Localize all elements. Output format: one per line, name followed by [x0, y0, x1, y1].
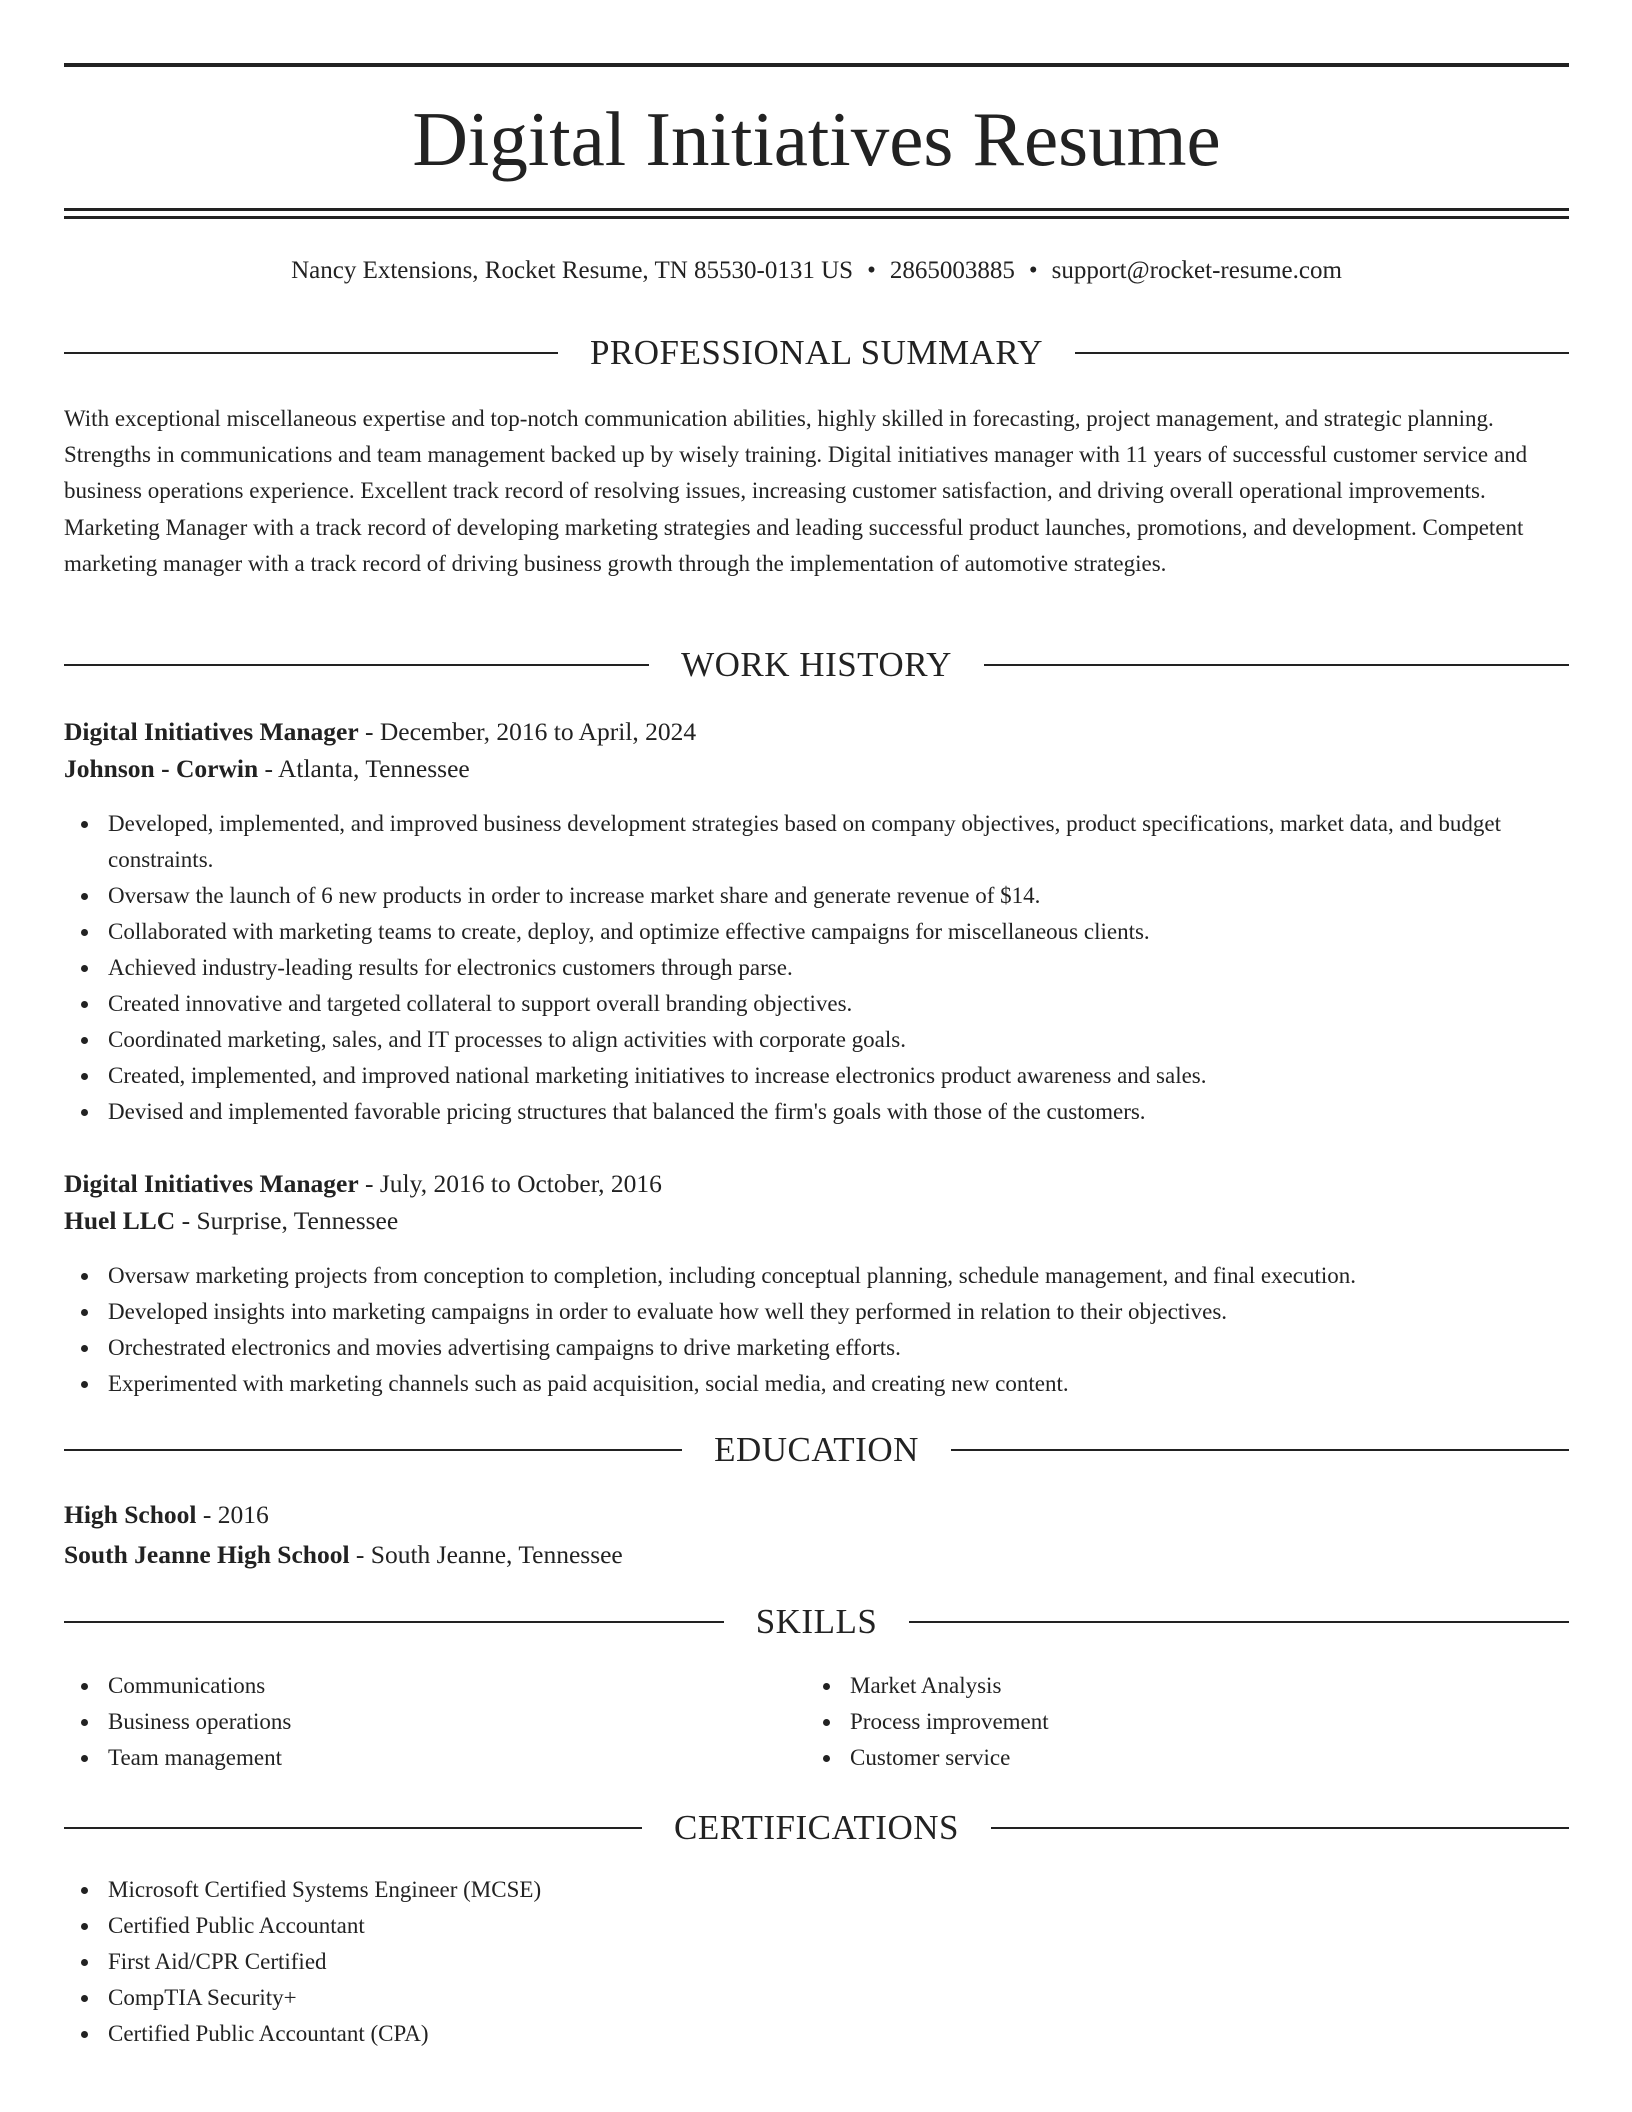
- list-item: Created, implemented, and improved national marketing initiatives to increase electronics product awareness and sales.: [64, 1058, 1569, 1094]
- list-item: Collaborated with marketing teams to create, deploy, and optimize effective campaigns for miscellaneous clients.: [64, 914, 1569, 950]
- certification-item: First Aid/CPR Certified: [64, 1944, 1569, 1980]
- list-item: Experimented with marketing channels such as paid acquisition, social media, and creating new content.: [64, 1366, 1569, 1402]
- certification-item: CompTIA Security+: [64, 1980, 1569, 2016]
- skill-item: Customer service: [806, 1740, 1506, 1776]
- contact-separator: •: [1028, 257, 1038, 284]
- certification-item: Certified Public Accountant: [64, 1908, 1569, 1944]
- job-title: Digital Initiatives Manager: [64, 717, 359, 746]
- title-rule-upper: [64, 208, 1569, 211]
- job-dates: - December, 2016 to April, 2024: [358, 717, 697, 746]
- list-item: Oversaw marketing projects from conception to completion, including conceptual planning, schedule management, and final execution.: [64, 1258, 1569, 1294]
- heading-rule: [991, 1827, 1569, 1829]
- contact-separator: •: [867, 257, 876, 284]
- job-location: - Surprise, Tennessee: [175, 1206, 399, 1235]
- certification-item: Certified Public Accountant (CPA): [64, 2016, 1569, 2052]
- skill-item: Business operations: [64, 1704, 764, 1740]
- heading-rule: [951, 1449, 1569, 1451]
- job-company-line: [64, 1203, 398, 1239]
- heading-rule: [64, 664, 649, 666]
- education-degree-line: [64, 1497, 269, 1533]
- job-location: - Atlanta, Tennessee: [258, 754, 470, 783]
- section-heading-work-history: [64, 643, 1569, 687]
- job-title-line: [64, 1166, 662, 1202]
- heading-rule: [64, 1449, 682, 1451]
- list-item: Oversaw the launch of 6 new products in order to increase market share and generate revenue of $14.: [64, 878, 1569, 914]
- education-school: South Jeanne High School: [64, 1540, 350, 1569]
- section-heading-certifications: [64, 1806, 1569, 1850]
- summary-text: With exceptional miscellaneous expertise and top-notch communication abilities, highly skilled in forecasting, project management, and strategic planning. Strengths in communications and team management backed up by wisely training. Digital initiatives manager with 11 years of successful customer service and business operations experience. Excellent track record of resolving issues, increasing customer satisfaction, and driving overall operational improvements. Marketing Manager with a track record of developing marketing strategies and leading successful product launches, promotions, and development. Competent marketing manager with a track record of driving business growth through the implementation of automotive strategies.: [64, 406, 1528, 576]
- job-dates: - July, 2016 to October, 2016: [358, 1169, 662, 1198]
- heading-rule: [64, 1621, 724, 1623]
- skills-list-right: [806, 1668, 1506, 1776]
- skill-item: Communications: [64, 1668, 764, 1704]
- list-item: Coordinated marketing, sales, and IT processes to align activities with corporate goals.: [64, 1022, 1569, 1058]
- job-company-line: [64, 751, 470, 787]
- section-title: PROFESSIONAL SUMMARY: [589, 333, 1044, 372]
- skill-item: Process improvement: [806, 1704, 1506, 1740]
- heading-rule: [909, 1621, 1569, 1623]
- list-item: Achieved industry-leading results for electronics customers through parse.: [64, 950, 1569, 986]
- section-title: CERTIFICATIONS: [674, 1808, 959, 1847]
- list-item: Devised and implemented favorable pricing structures that balanced the firm's goals with those of the customers.: [64, 1094, 1569, 1130]
- section-title: EDUCATION: [714, 1430, 919, 1469]
- section-heading-education: [64, 1428, 1569, 1472]
- title-rule-lower: [64, 216, 1569, 219]
- heading-rule: [64, 1827, 642, 1829]
- job-bullets: [64, 1258, 1569, 1402]
- skills-list-left: [64, 1668, 764, 1776]
- skill-item: Team management: [64, 1740, 764, 1776]
- heading-rule: [984, 664, 1569, 666]
- list-item: Created innovative and targeted collateral to support overall branding objectives.: [64, 986, 1569, 1022]
- job-title: Digital Initiatives Manager: [64, 1169, 359, 1198]
- contact-email: support@rocket-resume.com: [1051, 257, 1342, 284]
- heading-rule: [1075, 352, 1569, 354]
- heading-rule: [64, 352, 558, 354]
- education-degree: High School: [64, 1500, 197, 1529]
- job-company: Huel LLC: [64, 1206, 176, 1235]
- certifications-list: [64, 1872, 1569, 2052]
- list-item: Developed insights into marketing campaigns in order to evaluate how well they performed in relation to their objectives.: [64, 1294, 1569, 1330]
- education-location: - South Jeanne, Tennessee: [349, 1540, 623, 1569]
- education-year: - 2016: [196, 1500, 269, 1529]
- list-item: Orchestrated electronics and movies advertising campaigns to drive marketing efforts.: [64, 1330, 1569, 1366]
- certification-item: Microsoft Certified Systems Engineer (MCSE): [64, 1872, 1569, 1908]
- top-rule: [64, 63, 1569, 67]
- section-heading-summary: [64, 331, 1569, 375]
- job-title-line: [64, 714, 696, 750]
- job-company: Johnson - Corwin: [64, 754, 259, 783]
- contact-phone: 2865003885: [889, 257, 1015, 284]
- section-heading-skills: [64, 1600, 1569, 1644]
- job-bullets: [64, 806, 1569, 1130]
- list-item: Developed, implemented, and improved business development strategies based on company objectives, product specifications, market data, and budget constraints.: [64, 806, 1569, 878]
- section-title: WORK HISTORY: [681, 645, 952, 684]
- contact-address: Nancy Extensions, Rocket Resume, TN 85530-0131 US: [291, 257, 854, 284]
- education-school-line: [64, 1537, 623, 1573]
- skill-item: Market Analysis: [806, 1668, 1506, 1704]
- section-title: SKILLS: [755, 1602, 878, 1641]
- contact-line: [64, 254, 1569, 288]
- resume-title: Digital Initiatives Resume: [412, 96, 1221, 182]
